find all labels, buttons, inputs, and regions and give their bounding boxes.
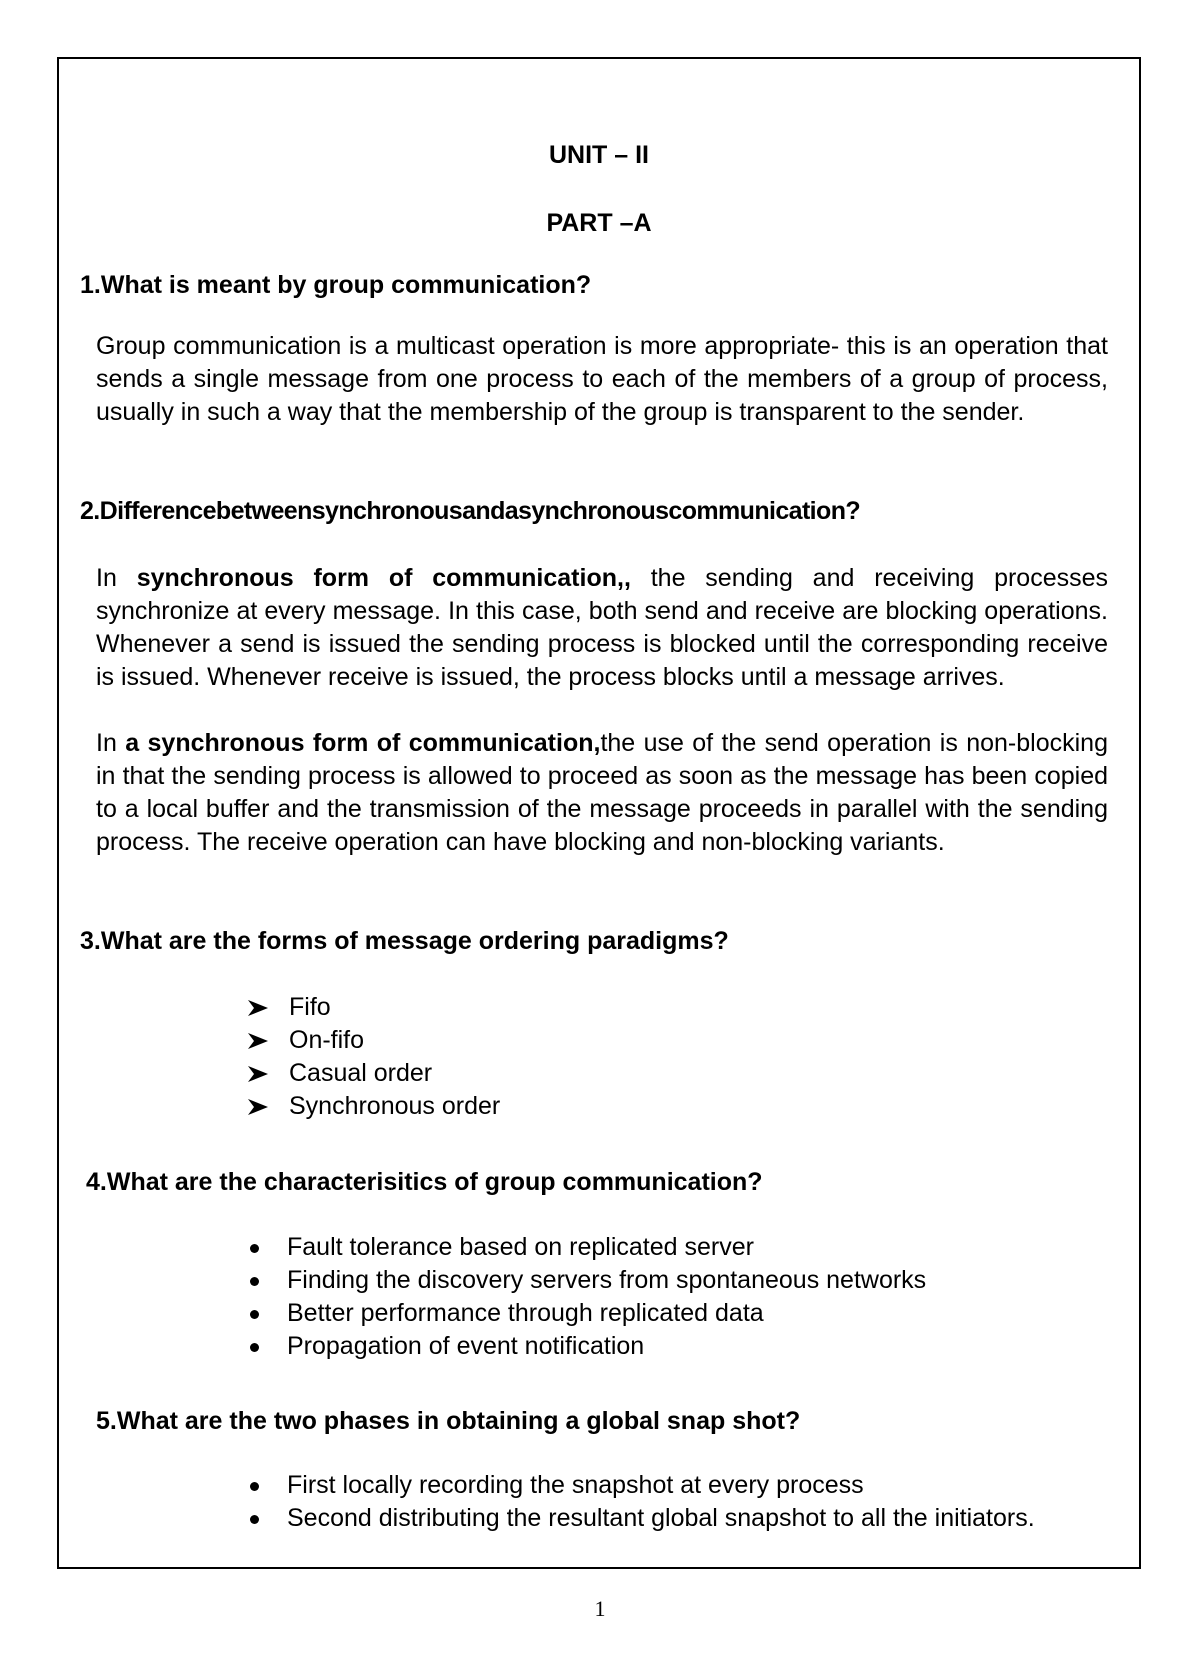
answer-2-p1-rest: the sending and receiving processes synchronize at every message. In this case, both send and receive are blocking operations. Whenever a send is issued the sending process is blocked until the corresponding receive is issued. Whenever receive is issued, the process blocks until a message arrives. bbox=[96, 564, 1109, 691]
question-3: 3.What are the forms of message ordering paradigms? bbox=[80, 927, 729, 955]
answer-2-p2-bold: a synchronous form of communication, bbox=[125, 729, 601, 757]
list-item: Fault tolerance based on replicated server bbox=[287, 1233, 754, 1261]
answer-2-p1-bold: synchronous form of communication,, bbox=[136, 564, 631, 592]
page-number: 1 bbox=[594, 1596, 606, 1621]
answer-1: Group communication is a multicast operation is more appropriate- this is an operation that sends a single message from one process to each of the members of a group of process, usually in such a way that the membership of the group is transparent to the sender. bbox=[96, 332, 1108, 426]
question-5: 5.What are the two phases in obtaining a global snap shot? bbox=[96, 1407, 801, 1435]
list-item: On-fifo bbox=[248, 1024, 748, 1057]
question-2: 2.Differencebetweensynchronousandasynchronouscommunication? bbox=[80, 497, 861, 525]
answer-2-p1-prefix: In bbox=[96, 564, 117, 592]
list-item: Finding the discovery servers from spontaneous networks bbox=[287, 1266, 927, 1294]
question-4: 4.What are the characterisitics of group communication? bbox=[86, 1168, 763, 1196]
list-item: Second distributing the resultant global snapshot to all the initiators. bbox=[287, 1504, 1035, 1532]
list-item: Synchronous order bbox=[248, 1090, 748, 1123]
question-1: 1.What is meant by group communication? bbox=[80, 271, 592, 299]
part-title: PART –A bbox=[546, 209, 652, 237]
list-item: First locally recording the snapshot at every process bbox=[287, 1471, 864, 1499]
unit-title: UNIT – II bbox=[548, 141, 649, 169]
list-item: Propagation of event notification bbox=[287, 1332, 645, 1360]
characteristics-list bbox=[246, 1231, 1106, 1363]
list-item: Fifo bbox=[248, 991, 748, 1024]
list-item: Better performance through replicated data bbox=[287, 1299, 764, 1327]
answer-2-paragraph-2 bbox=[96, 727, 1108, 859]
snapshot-phases-list bbox=[246, 1469, 1108, 1535]
answer-2-paragraph-1 bbox=[96, 562, 1108, 694]
answer-2-p2-prefix: In bbox=[96, 729, 117, 757]
list-item: Casual order bbox=[248, 1057, 748, 1090]
answer-2-p2-rest: the use of the send operation is non-blocking in that the sending process is allowed to proceed as soon as the message has been copied to a local buffer and the transmission of the message proceeds in parallel with the sending process. The receive operation can have blocking and non-blocking variants. bbox=[96, 729, 1108, 856]
message-ordering-list bbox=[248, 991, 748, 1123]
